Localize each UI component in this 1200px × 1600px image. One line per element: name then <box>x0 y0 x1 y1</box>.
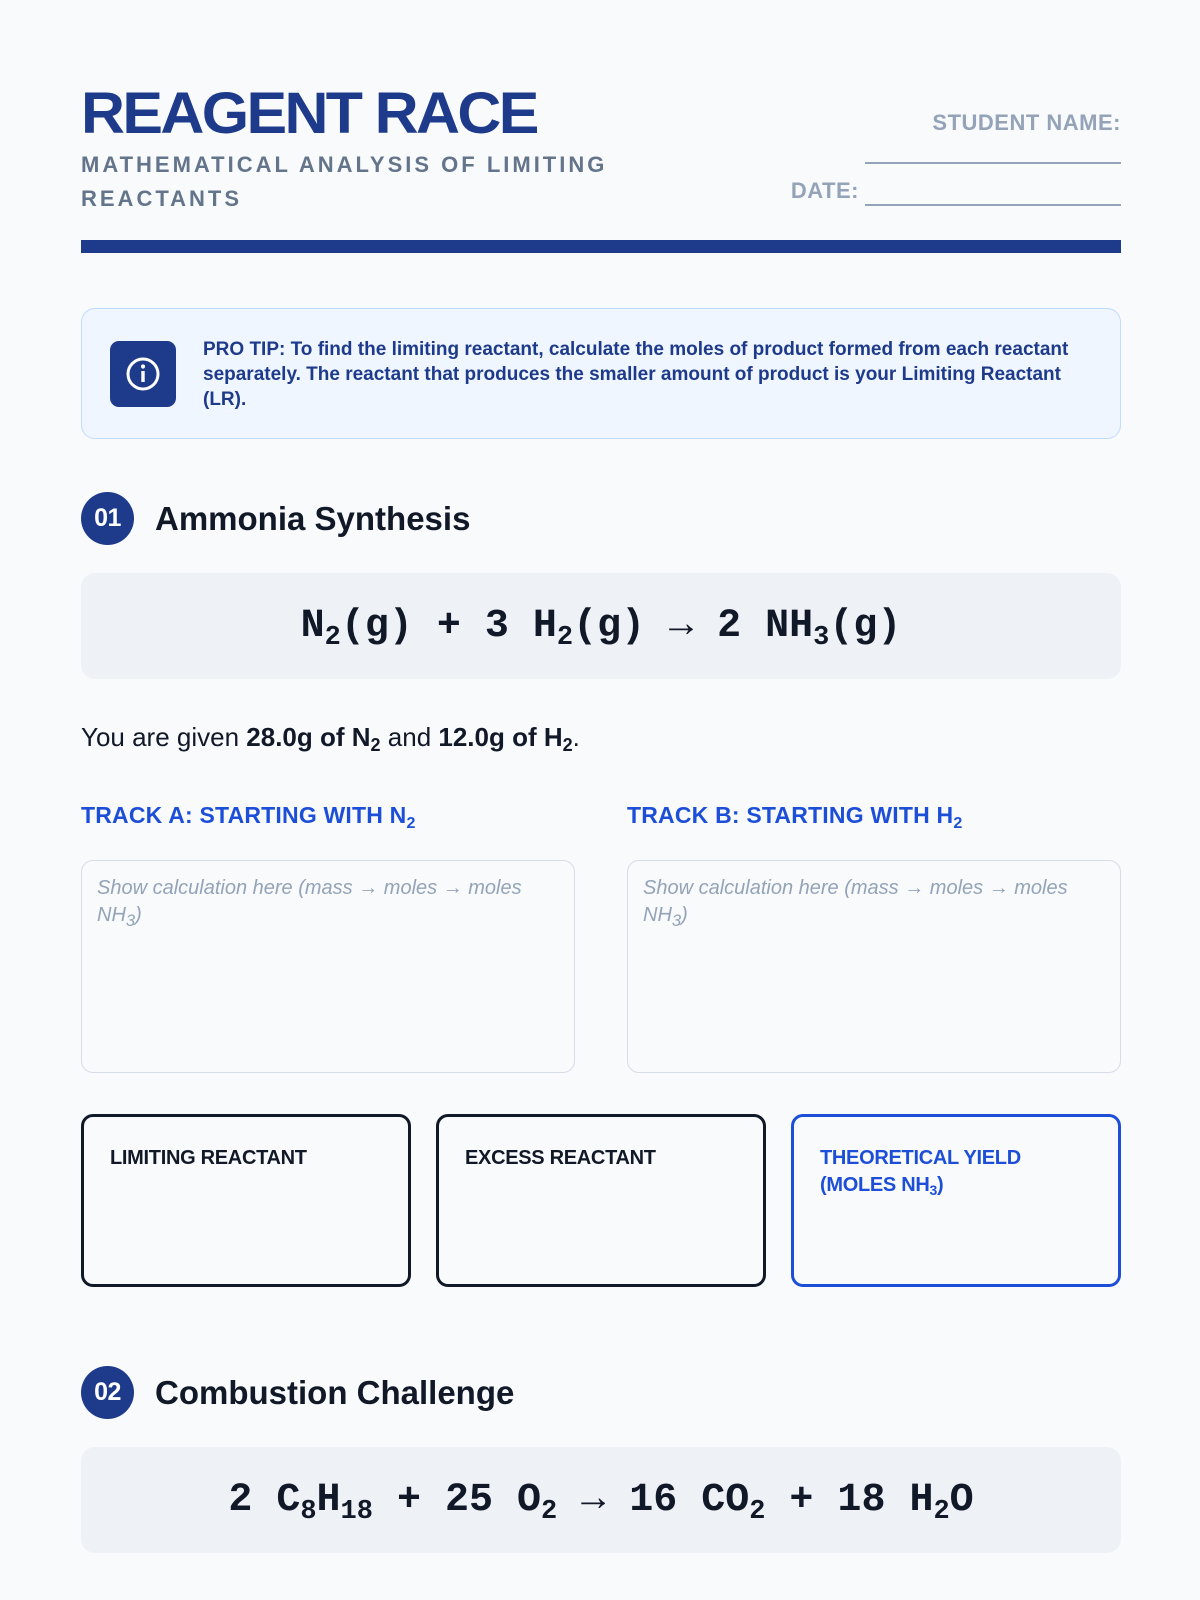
track-b-label: TRACK B: STARTING WITH $H_2$ <box>627 802 963 832</box>
given-connector: and <box>380 722 439 752</box>
given-statement <box>81 722 580 753</box>
track-a-workspace[interactable] <box>81 860 575 1073</box>
theoretical-yield-label: THEORETICAL YIELD (MOLES $NH_3$) <box>820 1147 1021 1198</box>
track-a-label: TRACK A: STARTING WITH $N_2$ <box>81 802 416 832</box>
limiting-reactant-label: LIMITING REACTANT <box>110 1147 307 1169</box>
date-field[interactable] <box>865 182 1121 206</box>
section-number-badge: 01 <box>81 492 134 545</box>
info-icon <box>110 341 176 407</box>
given-suffix: . <box>572 722 580 752</box>
section-heading-ammonia <box>81 492 470 545</box>
given-prefix: You are given <box>81 722 247 752</box>
excess-reactant-label: EXCESS REACTANT <box>465 1147 656 1169</box>
track-b-workspace[interactable] <box>627 860 1121 1073</box>
track-b-placeholder: Show calculation here (mass → moles → moles $NH_3$) <box>643 877 1068 930</box>
student-name-label: STUDENT NAME: <box>932 110 1121 135</box>
worksheet-page <box>81 0 1121 1600</box>
given-mass-h2: 12.0g of $H_2$ <box>438 722 573 755</box>
equation-text: $N_2(g) + 3$ $H_2(g) \to 2$ $NH_3(g)$ <box>300 603 902 653</box>
equation-text: 2 $C_8H_{18} + 25$ $O_2 \to 16$ $CO_2 + 18$ $H_2O$ <box>228 1477 974 1527</box>
worksheet-header <box>81 82 1121 220</box>
section-heading-combustion <box>81 1366 514 1419</box>
given-mass-n2: 28.0g of $N_2$ <box>246 722 381 755</box>
date-label: DATE: <box>790 178 859 203</box>
pro-tip-callout <box>81 308 1121 439</box>
chemical-equation <box>81 573 1121 679</box>
student-name-field[interactable] <box>865 162 1121 164</box>
header-rule <box>81 240 1121 253</box>
limiting-reactant-answer-box[interactable] <box>81 1114 411 1287</box>
section-title: Combustion Challenge <box>155 1373 515 1411</box>
section-title: Ammonia Synthesis <box>155 499 471 537</box>
track-a-placeholder: Show calculation here (mass → moles → moles $NH_3$) <box>97 877 522 930</box>
worksheet-subtitle: MATHEMATICAL ANALYSIS OF LIMITING REACTANTS <box>81 152 608 211</box>
date-row <box>791 176 1121 206</box>
chemical-equation <box>81 1447 1121 1553</box>
pro-tip-text: PRO TIP: To find the limiting reactant, calculate the moles of product formed from each reactant separately. The reactant that produces the smaller amount of product is your Limiting Reactant (LR). <box>203 339 1069 410</box>
student-meta <box>721 108 1121 138</box>
excess-reactant-answer-box[interactable] <box>436 1114 766 1287</box>
section-number-badge: 02 <box>81 1366 134 1419</box>
worksheet-title: REAGENT RACE <box>81 81 537 146</box>
theoretical-yield-answer-box[interactable] <box>791 1114 1121 1287</box>
